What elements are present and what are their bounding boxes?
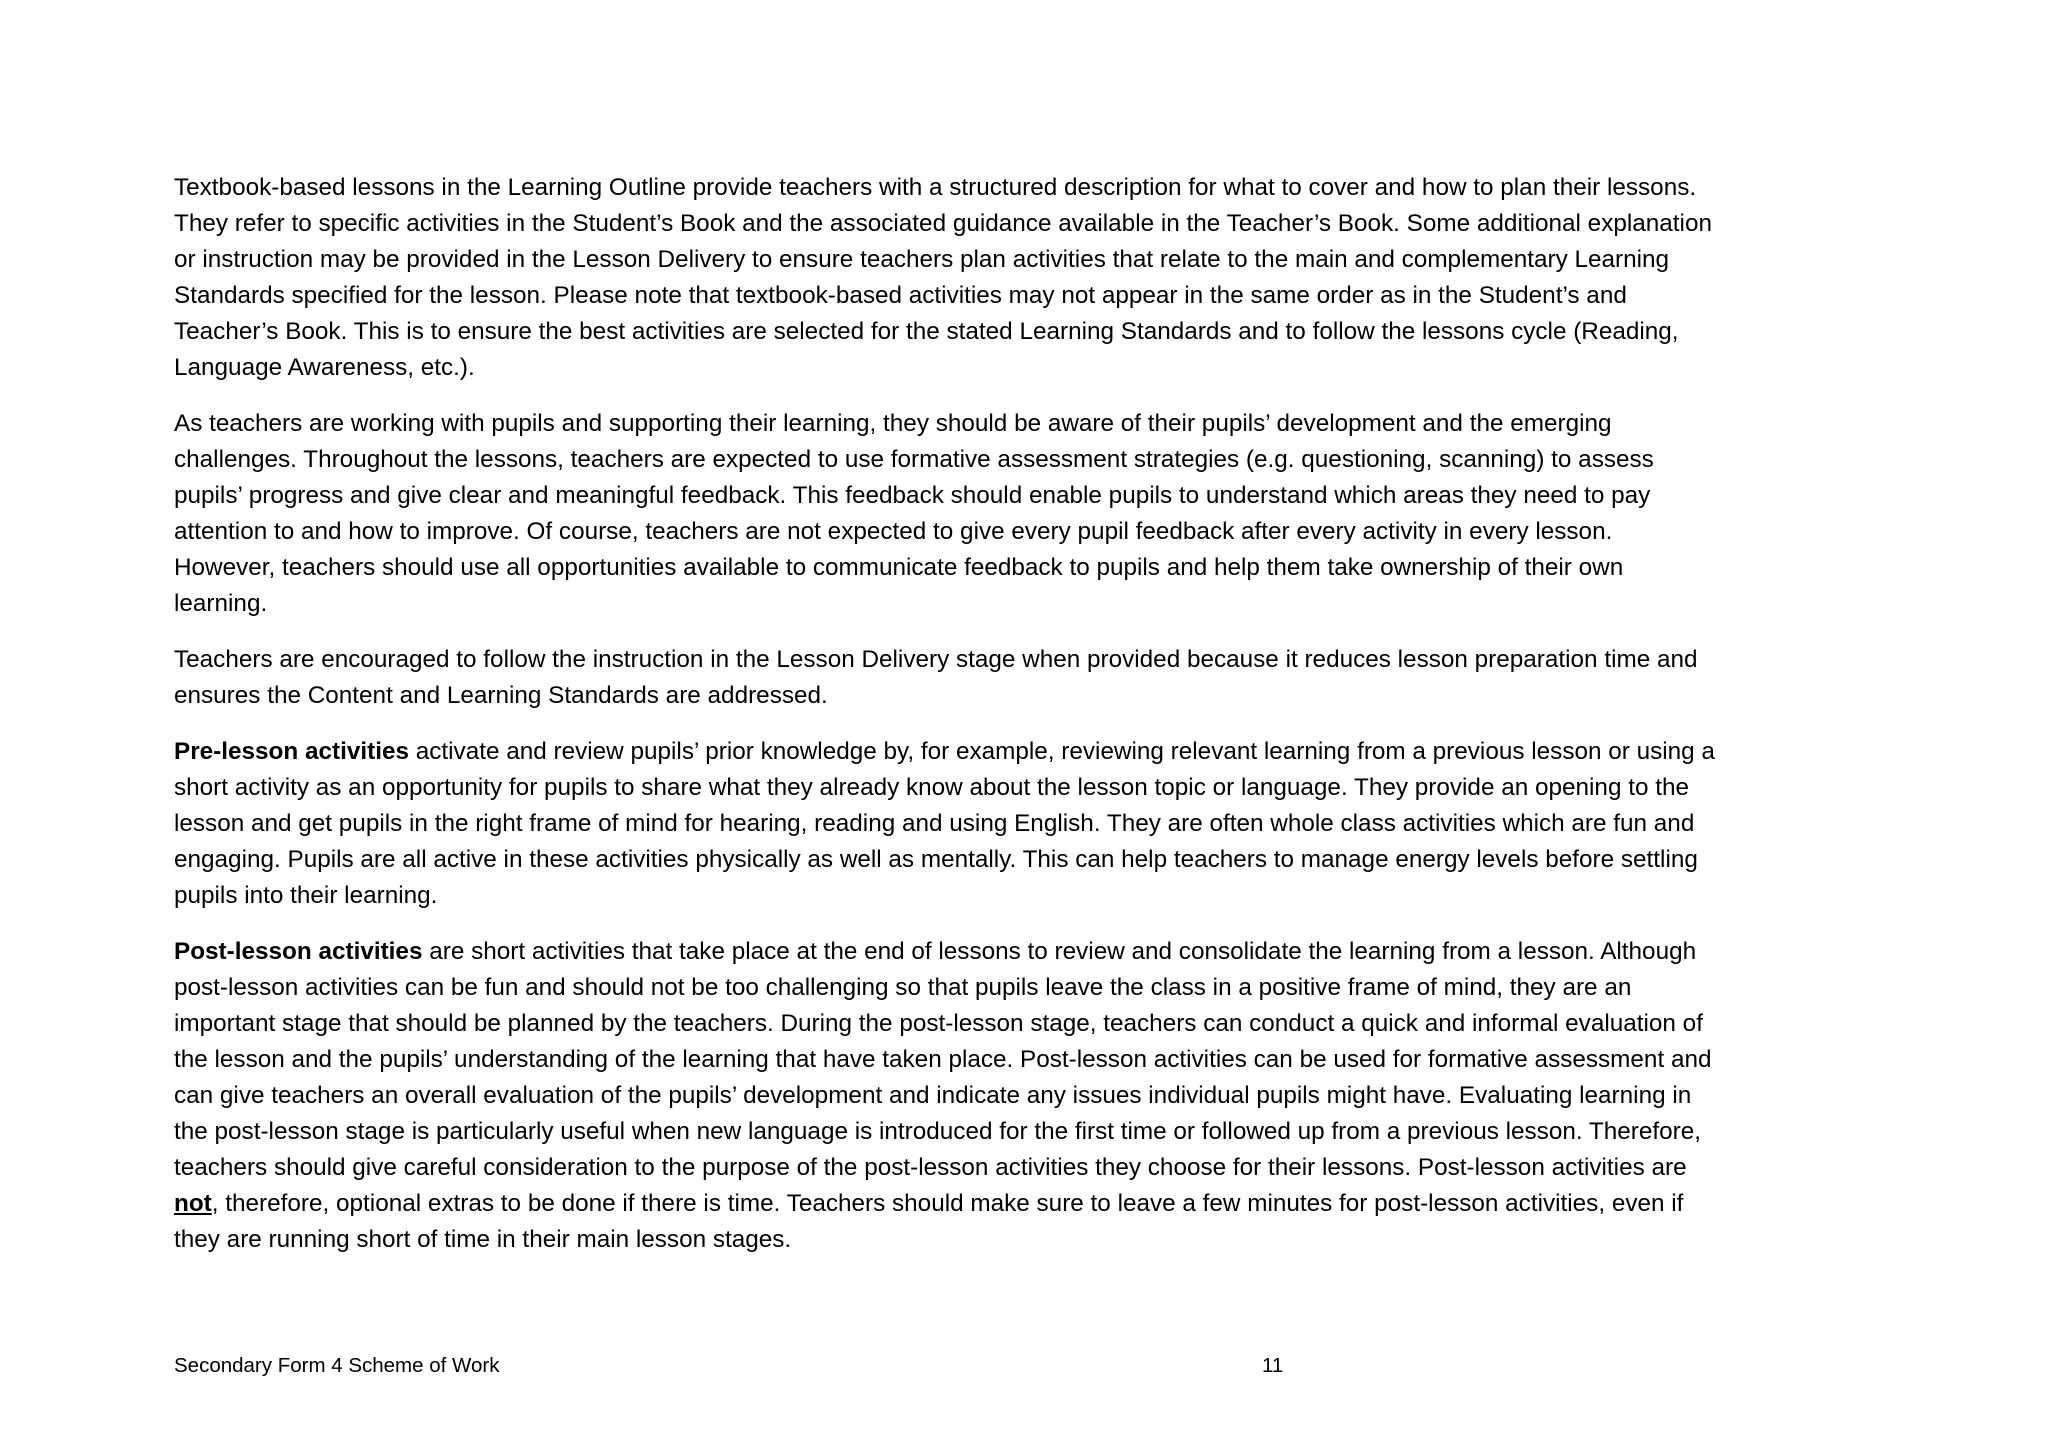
pre-lesson-heading: Pre-lesson activities — [174, 738, 409, 765]
emphasis-not — [174, 1190, 212, 1217]
footer-page-number: 11 — [1262, 1354, 1284, 1377]
post-lesson-heading: Post-lesson activities — [174, 938, 423, 965]
paragraph-post-lesson-activities — [174, 934, 1909, 1258]
paragraph-textbook-lessons: Textbook-based lessons in the Learning Outline provide teachers with a structured description for what to cover and how to plan their lessons. They refer to specific activities in the Student’s Book and the associated guidance available in the Teacher’s Book. Some additional explanation or instruction may be provided in the Lesson Delivery to ensure teachers plan activities that relate to the main and complementary Learning Standards specified for the lesson. Please note that textbook-based activities may not appear in the same order as in the Student’s and Teacher’s Book. This is to ensure the best activities are selected for the stated Learning Standards and to follow the lessons cycle (Reading, Language Awareness, etc.). — [174, 174, 1712, 381]
paragraph-pre-lesson-activities — [174, 734, 1909, 914]
post-lesson-text-tail: , therefore, optional extras to be done if there is time. Teachers should make sure to leave a few minutes for post-lesson activities, even if they are running short of time in their main lesson stages. — [174, 1190, 1684, 1253]
footer-document-title: Secondary Form 4 Scheme of Work — [174, 1354, 500, 1377]
paragraph-lesson-delivery: Teachers are encouraged to follow the instruction in the Lesson Delivery stage when provided because it reduces lesson preparation time and ensures the Content and Learning Standards are addressed. — [174, 646, 1698, 709]
pre-lesson-text: activate and review pupils’ prior knowledge by, for example, reviewing relevant learning from a previous lesson or using a short activity as an opportunity for pupils to share what they already know about the lesson topic or language. They provide an opening to the lesson and get pupils in the right frame of mind for hearing, reading and using English. They are often whole class activities which are fun and engaging. Pupils are all active in these activities physically as well as mentally. This can help teachers to manage energy levels before settling pupils into their learning. — [174, 738, 1715, 909]
emphasis-not-underline: not — [174, 1190, 212, 1217]
page-body — [174, 170, 1909, 1278]
post-lesson-text: are short activities that take place at the end of lessons to review and consolidate the learning from a lesson. Although post-lesson activities can be fun and should not be too challenging so that pupils leave the class in a positive frame of mind, they are an important stage that should be planned by the teachers. During the post-lesson stage, teachers can conduct a quick and informal evaluation of the lesson and the pupils’ understanding of the learning that have taken place. Post-lesson activities can be used for formative assessment and can give teachers an overall evaluation of the pupils’ development and indicate any issues individual pupils might have. Evaluating learning in the post-lesson stage is particularly useful when new language is introduced for the first time or followed up from a previous lesson. Therefore, teachers should give careful consideration to the purpose of the post-lesson activities they choose for their lessons. Post-lesson activities are — [174, 938, 1712, 1181]
paragraph-formative-assessment: As teachers are working with pupils and supporting their learning, they should be aware of their pupils’ development and the emerging challenges. Throughout the lessons, teachers are expected to use formative assessment strategies (e.g. questioning, scanning) to assess pupils’ progress and give clear and meaningful feedback. This feedback should enable pupils to understand which areas they need to pay attention to and how to improve. Of course, teachers are not expected to give every pupil feedback after every activity in every lesson. However, teachers should use all opportunities available to communicate feedback to pupils and help them take ownership of their own learning. — [174, 410, 1654, 617]
